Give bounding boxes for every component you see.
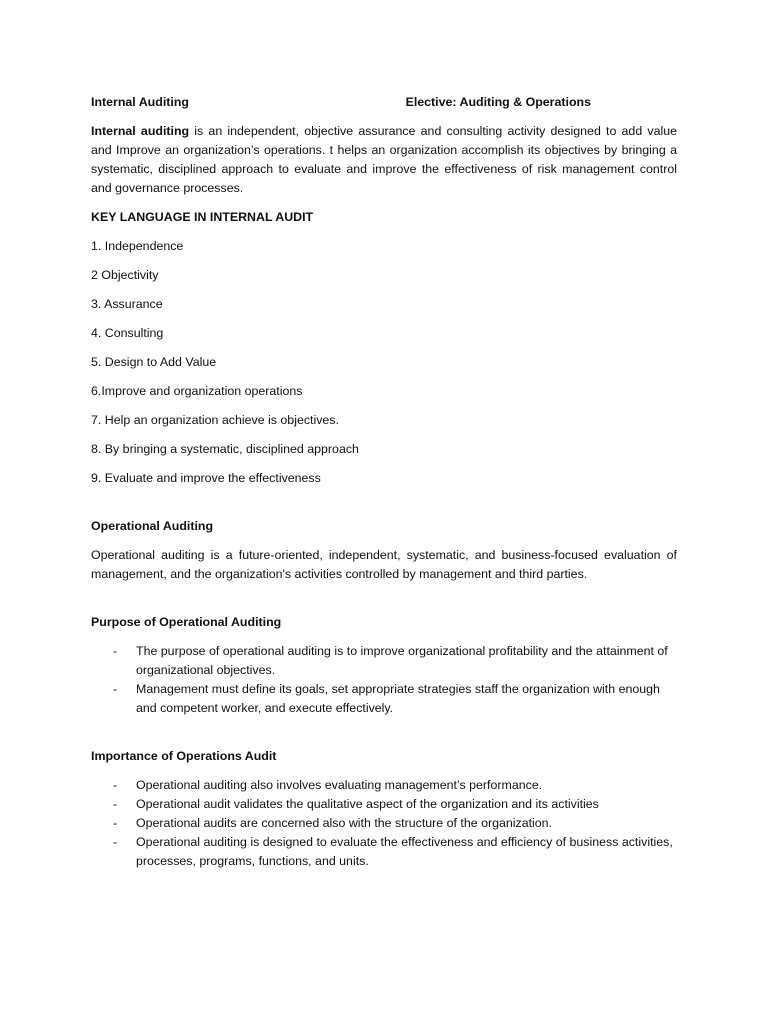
intro-text: is an independent, objective assurance and consulting activity designed to add value and Improve an organization’s operations. t helps an organization accomplish its objectives by bringing a systematic, disciplined approach to evaluate and improve the effectiveness of risk management control and governance processes. xyxy=(91,124,678,195)
intro-lead: Internal auditing xyxy=(91,124,190,138)
importance-item-text: Operational auditing is designed to evaluate the effectiveness and efficiency of business activities, processes, programs, functions, and units. xyxy=(136,835,673,868)
purpose-item xyxy=(91,680,677,718)
key-language-item: 2 Objectivity xyxy=(91,268,159,282)
importance-item-text: Operational audit validates the qualitative aspect of the organization and its activities xyxy=(136,797,599,811)
key-language-item: 8. By bringing a systematic, disciplined approach xyxy=(91,442,359,456)
purpose-item-text: Management must define its goals, set appropriate strategies staff the organization with enough and competent worker, and execute effectively. xyxy=(136,682,660,715)
dash-bullet: - xyxy=(113,644,118,658)
importance-item-text: Operational auditing also involves evaluating management’s performance. xyxy=(136,778,543,792)
dash-bullet: - xyxy=(113,816,118,830)
key-language-item: 4. Consulting xyxy=(91,326,164,340)
dash-bullet: - xyxy=(113,682,118,696)
course-title: Internal Auditing xyxy=(91,95,189,109)
operational-auditing-heading: Operational Auditing xyxy=(91,519,214,533)
purpose-list xyxy=(91,642,677,718)
key-language-item: 6.Improve and organization operations xyxy=(91,384,303,398)
key-language-item: 1. Independence xyxy=(91,239,184,253)
purpose-heading: Purpose of Operational Auditing xyxy=(91,615,282,629)
purpose-item xyxy=(91,642,677,680)
importance-item xyxy=(91,833,677,871)
dash-bullet: - xyxy=(113,835,118,849)
document-header xyxy=(91,93,677,112)
key-language-item: 7. Help an organization achieve is objectives. xyxy=(91,413,339,427)
key-language-item: 5. Design to Add Value xyxy=(91,355,217,369)
intro-paragraph xyxy=(91,122,677,198)
key-language-heading: KEY LANGUAGE IN INTERNAL AUDIT xyxy=(91,210,314,224)
elective-label: Elective: Auditing & Operations xyxy=(405,95,591,109)
importance-list xyxy=(91,776,677,871)
dash-bullet: - xyxy=(113,797,118,811)
importance-item xyxy=(91,776,677,795)
operational-auditing-paragraph: Operational auditing is a future-oriented, independent, systematic, and business-focused evaluation of management, and the organization's activities controlled by management and third parties. xyxy=(91,548,677,581)
importance-item-text: Operational audits are concerned also with the structure of the organization. xyxy=(136,816,553,830)
importance-heading: Importance of Operations Audit xyxy=(91,749,277,763)
importance-item xyxy=(91,795,677,814)
importance-item xyxy=(91,814,677,833)
key-language-item: 9. Evaluate and improve the effectiveness xyxy=(91,471,321,485)
purpose-item-text: The purpose of operational auditing is to improve organizational profitability and the attainment of organizational objectives. xyxy=(136,644,668,677)
dash-bullet: - xyxy=(113,778,118,792)
key-language-item: 3. Assurance xyxy=(91,297,163,311)
key-language-list xyxy=(91,237,677,488)
